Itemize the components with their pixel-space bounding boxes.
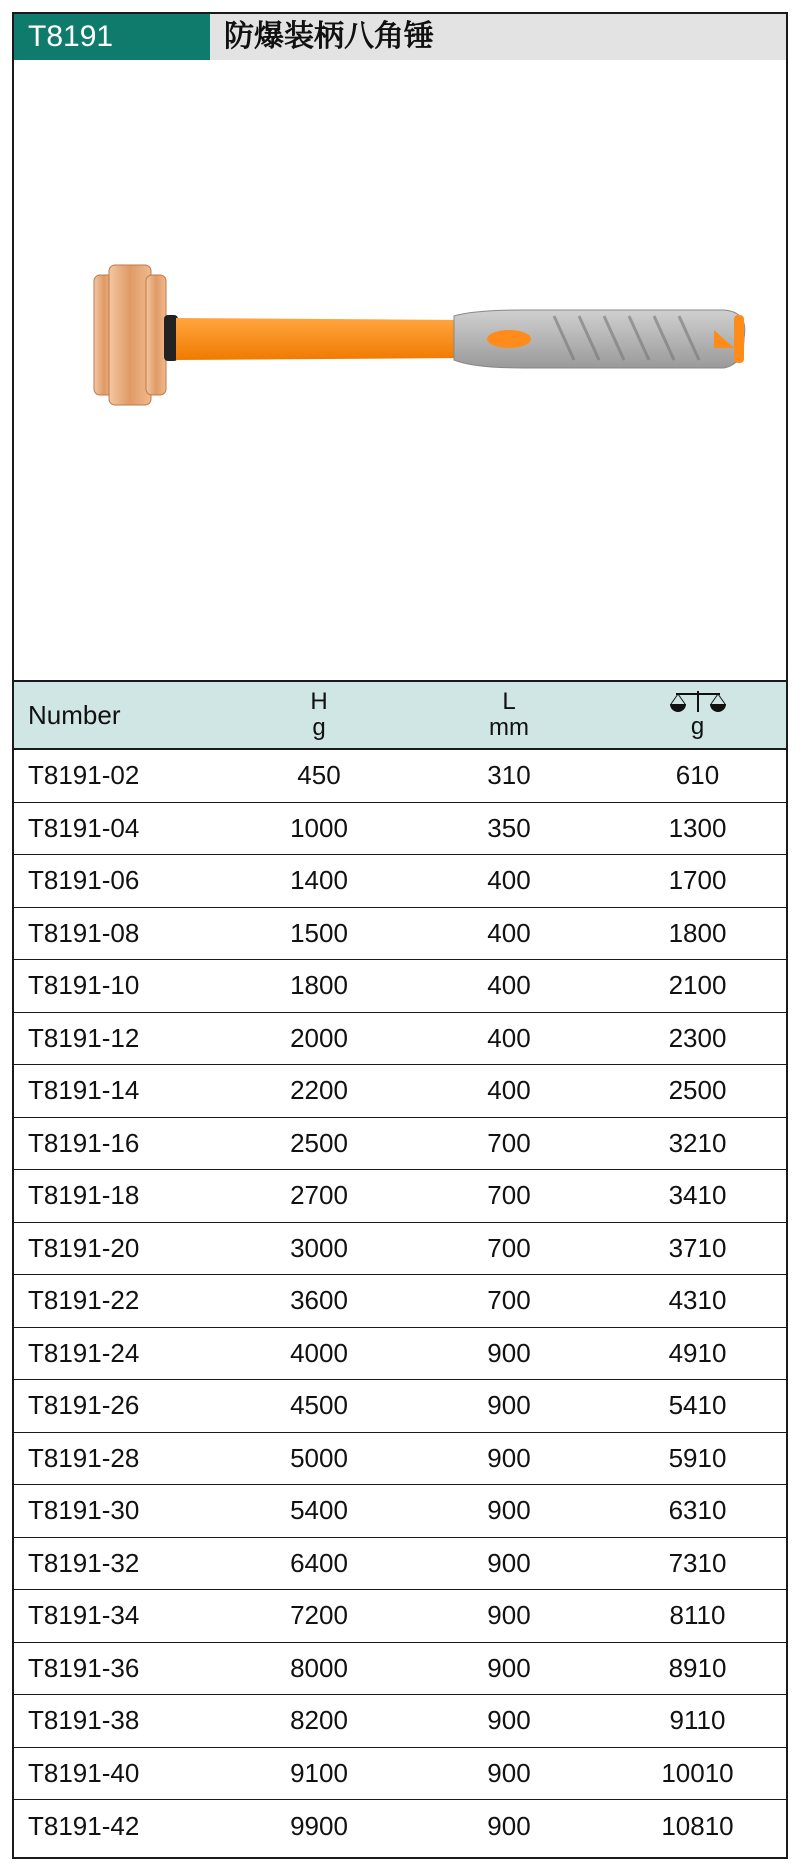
cell-l: 350 [487, 812, 531, 843]
cell-h: 8000 [290, 1652, 348, 1683]
table-row [14, 750, 786, 803]
cell-h: 9900 [290, 1810, 348, 1841]
cell-l: 900 [487, 1652, 531, 1683]
header-l-unit: mm [489, 714, 529, 741]
cell-weight: 3210 [668, 1127, 727, 1158]
table-row [14, 803, 786, 856]
cell-number: T8191-36 [28, 1652, 140, 1683]
header-h [229, 689, 409, 741]
cell-h: 3600 [290, 1285, 348, 1316]
cell-weight: 7310 [668, 1547, 727, 1578]
table-row [14, 1800, 786, 1853]
header-weight-unit: g [690, 713, 705, 740]
cell-number: T8191-24 [28, 1337, 140, 1368]
table-row [14, 1643, 786, 1696]
cell-weight: 2300 [668, 1022, 727, 1053]
header-number: Number [28, 699, 121, 730]
cell-number: T8191-28 [28, 1442, 140, 1473]
cell-number: T8191-18 [28, 1180, 140, 1211]
cell-weight: 6310 [668, 1495, 727, 1526]
scale-icon [670, 690, 726, 714]
cell-number: T8191-16 [28, 1127, 140, 1158]
cell-h: 5000 [290, 1442, 348, 1473]
cell-number: T8191-32 [28, 1547, 140, 1578]
cell-h: 5400 [290, 1495, 348, 1526]
table-row [14, 1538, 786, 1591]
cell-number: T8191-06 [28, 865, 140, 896]
cell-l: 400 [487, 1075, 531, 1106]
cell-weight: 3710 [668, 1232, 727, 1263]
cell-h: 8200 [290, 1705, 348, 1736]
cell-l: 900 [487, 1337, 531, 1368]
table-row [14, 1433, 786, 1486]
cell-l: 900 [487, 1390, 531, 1421]
cell-h: 4000 [290, 1337, 348, 1368]
table-row [14, 1013, 786, 1066]
sledge-hammer-icon [84, 260, 754, 430]
table-row [14, 855, 786, 908]
cell-h: 1500 [290, 917, 348, 948]
cell-h: 2200 [290, 1075, 348, 1106]
table-row [14, 1695, 786, 1748]
cell-number: T8191-20 [28, 1232, 140, 1263]
cell-number: T8191-30 [28, 1495, 140, 1526]
cell-l: 700 [487, 1180, 531, 1211]
cell-l: 900 [487, 1600, 531, 1631]
cell-weight: 5410 [668, 1390, 727, 1421]
cell-l: 900 [487, 1757, 531, 1788]
table-row [14, 1590, 786, 1643]
cell-l: 400 [487, 1022, 531, 1053]
cell-number: T8191-10 [28, 970, 140, 1001]
cell-weight: 5910 [668, 1442, 727, 1473]
product-sheet [12, 12, 788, 1859]
cell-h: 7200 [290, 1600, 348, 1631]
cell-l: 700 [487, 1285, 531, 1316]
cell-h: 2000 [290, 1022, 348, 1053]
cell-h: 6400 [290, 1547, 348, 1578]
table-row [14, 908, 786, 961]
cell-weight: 1700 [668, 865, 727, 896]
table-row [14, 1170, 786, 1223]
cell-h: 450 [297, 760, 341, 791]
cell-l: 900 [487, 1495, 531, 1526]
cell-l: 700 [487, 1232, 531, 1263]
product-title: 防爆装柄八角锤 [210, 14, 786, 60]
cell-number: T8191-26 [28, 1390, 140, 1421]
cell-h: 2700 [290, 1180, 348, 1211]
cell-number: T8191-04 [28, 812, 140, 843]
table-row [14, 1485, 786, 1538]
cell-number: T8191-12 [28, 1022, 140, 1053]
table-row [14, 1065, 786, 1118]
table-row [14, 1275, 786, 1328]
header-bar [14, 14, 786, 60]
product-code: T8191 [14, 14, 210, 60]
spec-table [14, 682, 786, 1853]
cell-number: T8191-14 [28, 1075, 140, 1106]
table-body [14, 750, 786, 1853]
cell-weight: 9110 [669, 1705, 726, 1736]
cell-weight: 10010 [661, 1757, 734, 1788]
header-l-label: L [502, 688, 516, 715]
cell-number: T8191-08 [28, 917, 140, 948]
table-row [14, 960, 786, 1013]
cell-weight: 8110 [669, 1600, 726, 1631]
cell-weight: 1300 [668, 812, 727, 843]
cell-number: T8191-02 [28, 760, 140, 791]
cell-l: 400 [487, 865, 531, 896]
cell-l: 700 [487, 1127, 531, 1158]
cell-weight: 4910 [668, 1337, 727, 1368]
table-row [14, 1380, 786, 1433]
cell-h: 1000 [290, 812, 348, 843]
cell-weight: 610 [675, 760, 720, 791]
header-weight [609, 690, 786, 740]
product-image-area [14, 60, 786, 682]
cell-number: T8191-38 [28, 1705, 140, 1736]
cell-number: T8191-42 [28, 1810, 140, 1841]
cell-weight: 8910 [668, 1652, 727, 1683]
cell-l: 400 [487, 970, 531, 1001]
header-h-unit: g [312, 714, 326, 741]
cell-h: 1400 [290, 865, 348, 896]
cell-h: 9100 [290, 1757, 348, 1788]
cell-weight: 2500 [668, 1075, 727, 1106]
cell-number: T8191-34 [28, 1600, 140, 1631]
table-row [14, 1223, 786, 1276]
cell-l: 400 [487, 917, 531, 948]
cell-weight: 4310 [668, 1285, 727, 1316]
cell-l: 900 [487, 1442, 531, 1473]
cell-weight: 3410 [668, 1180, 727, 1211]
cell-l: 900 [487, 1705, 531, 1736]
cell-h: 2500 [290, 1127, 348, 1158]
cell-number: T8191-22 [28, 1285, 140, 1316]
header-l [409, 689, 609, 741]
cell-l: 310 [487, 760, 531, 791]
cell-l: 900 [487, 1547, 531, 1578]
cell-weight: 1800 [668, 917, 727, 948]
header-h-label: H [310, 688, 328, 715]
cell-number: T8191-40 [28, 1757, 140, 1788]
cell-h: 3000 [290, 1232, 348, 1263]
cell-h: 4500 [290, 1390, 348, 1421]
cell-h: 1800 [290, 970, 348, 1001]
cell-weight: 10810 [661, 1810, 734, 1841]
cell-l: 900 [487, 1810, 531, 1841]
table-row [14, 1748, 786, 1801]
table-row [14, 1328, 786, 1381]
cell-weight: 2100 [668, 970, 727, 1001]
table-row [14, 1118, 786, 1171]
table-header [14, 682, 786, 750]
